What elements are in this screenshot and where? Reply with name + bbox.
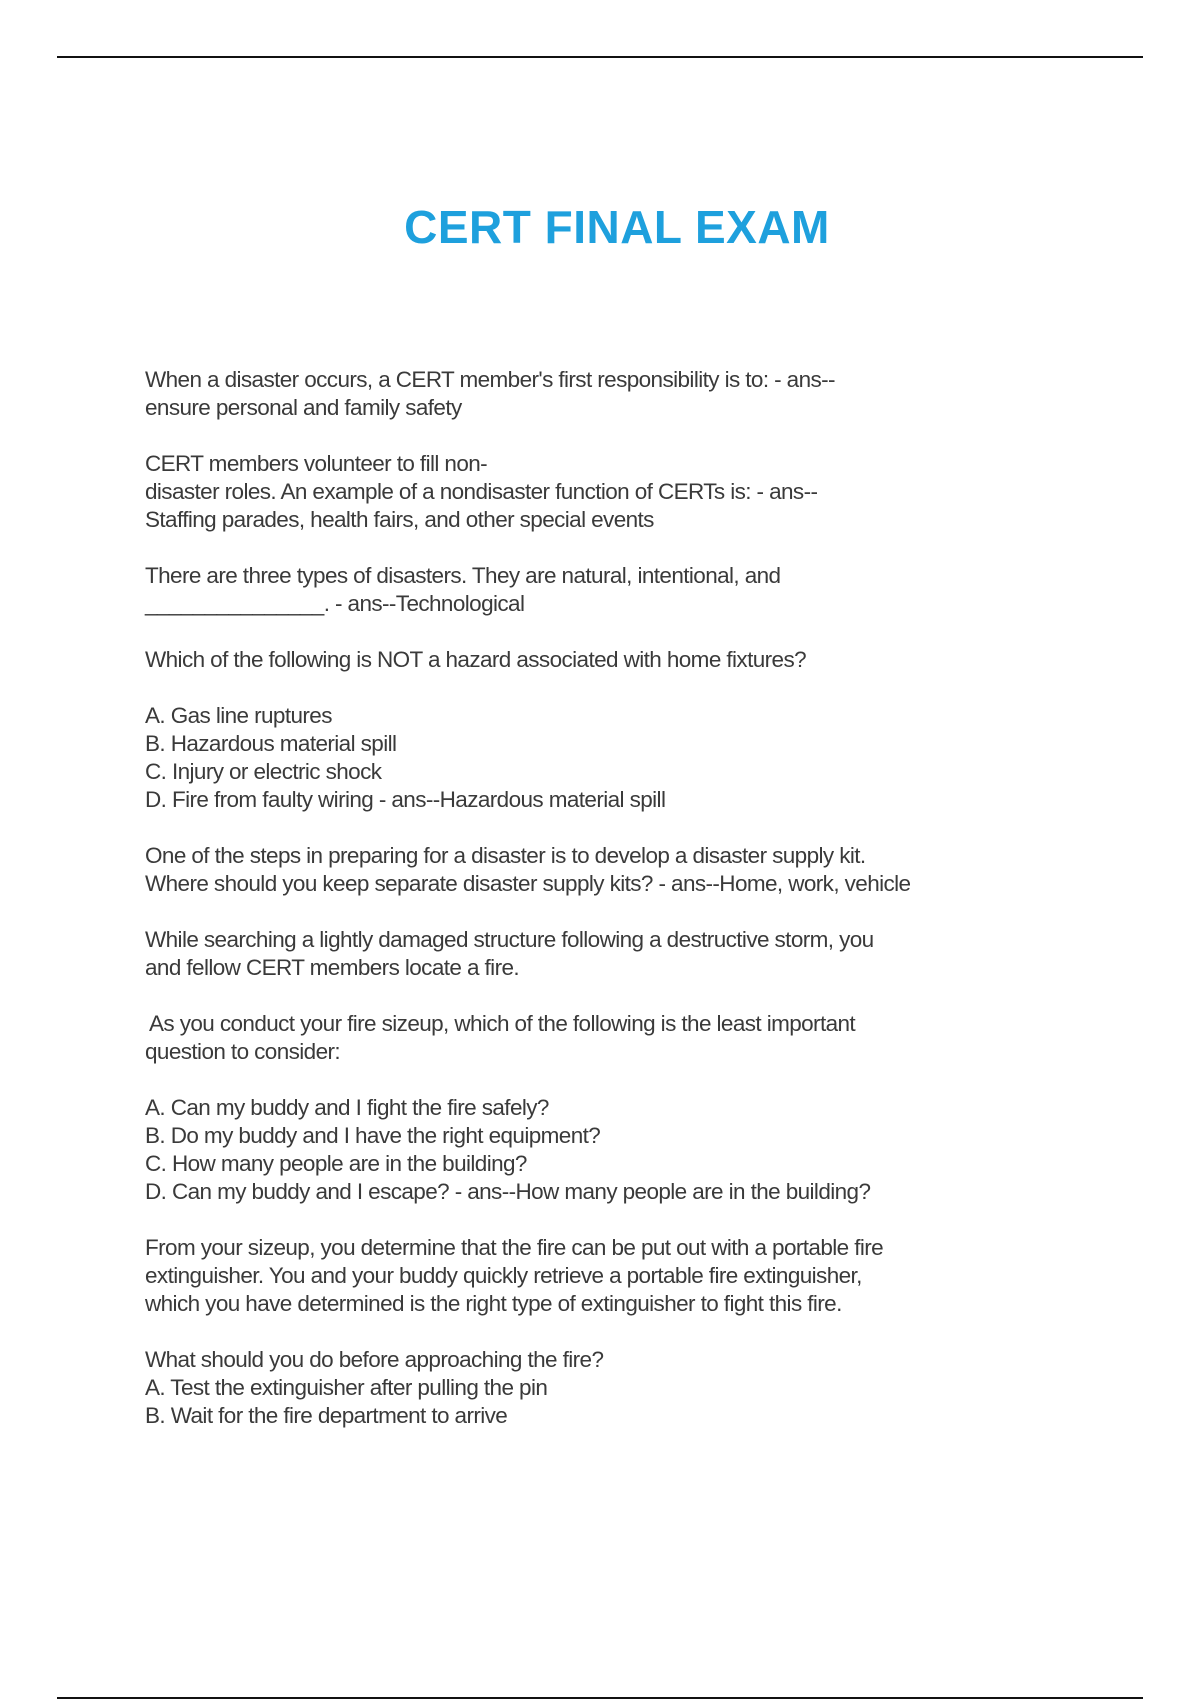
paragraph <box>145 702 1005 814</box>
text-line: D. Can my buddy and I escape? - ans--How many people are in the building? <box>145 1179 871 1204</box>
text-line: ensure personal and family safety <box>145 395 462 420</box>
text-line: While searching a lightly damaged structure following a destructive storm, you <box>145 927 874 952</box>
text-line: _______________. - ans--Technological <box>145 591 525 616</box>
paragraph <box>145 1234 1005 1318</box>
document-title: CERT FINAL EXAM <box>404 201 830 253</box>
text-line: Which of the following is NOT a hazard associated with home fixtures? <box>145 647 807 672</box>
text-line: Where should you keep separate disaster supply kits? - ans--Home, work, vehicle <box>145 871 911 896</box>
text-line: From your sizeup, you determine that the fire can be put out with a portable fire <box>145 1235 884 1260</box>
text-line: C. Injury or electric shock <box>145 759 382 784</box>
text-line: C. How many people are in the building? <box>145 1151 527 1176</box>
bottom-rule <box>57 1697 1143 1699</box>
text-line: There are three types of disasters. They are natural, intentional, and <box>145 563 781 588</box>
text-line: What should you do before approaching the fire? <box>145 1347 604 1372</box>
text-line: One of the steps in preparing for a disaster is to develop a disaster supply kit. <box>145 843 866 868</box>
paragraph <box>145 1346 1005 1430</box>
paragraph <box>145 450 1005 534</box>
text-line: B. Do my buddy and I have the right equipment? <box>145 1123 601 1148</box>
paragraph <box>145 562 1005 618</box>
text-line: Staffing parades, health fairs, and other special events <box>145 507 654 532</box>
text-line: As you conduct your fire sizeup, which of the following is the least important <box>149 1011 856 1036</box>
document-body <box>145 366 1005 1458</box>
text-line: B. Hazardous material spill <box>145 731 397 756</box>
text-line: which you have determined is the right type of extinguisher to fight this fire. <box>145 1291 842 1316</box>
text-line: B. Wait for the fire department to arrive <box>145 1403 508 1428</box>
paragraph <box>145 366 1005 422</box>
text-line: A. Test the extinguisher after pulling the pin <box>145 1375 548 1400</box>
top-rule <box>57 56 1143 58</box>
paragraph <box>145 646 1005 674</box>
text-line: CERT members volunteer to fill non- <box>145 451 488 476</box>
paragraph <box>145 926 1005 982</box>
text-line: A. Gas line ruptures <box>145 703 332 728</box>
text-line: When a disaster occurs, a CERT member's first responsibility is to: - ans-- <box>145 367 835 392</box>
text-line: question to consider: <box>145 1039 341 1064</box>
text-line: D. Fire from faulty wiring - ans--Hazardous material spill <box>145 787 666 812</box>
paragraph <box>145 842 1005 898</box>
text-line: and fellow CERT members locate a fire. <box>145 955 520 980</box>
paragraph <box>145 1094 1005 1206</box>
text-line: extinguisher. You and your buddy quickly retrieve a portable fire extinguisher, <box>145 1263 862 1288</box>
text-line: A. Can my buddy and I fight the fire safely? <box>145 1095 549 1120</box>
paragraph <box>145 1010 1005 1066</box>
text-line: disaster roles. An example of a nondisaster function of CERTs is: - ans-- <box>145 479 818 504</box>
